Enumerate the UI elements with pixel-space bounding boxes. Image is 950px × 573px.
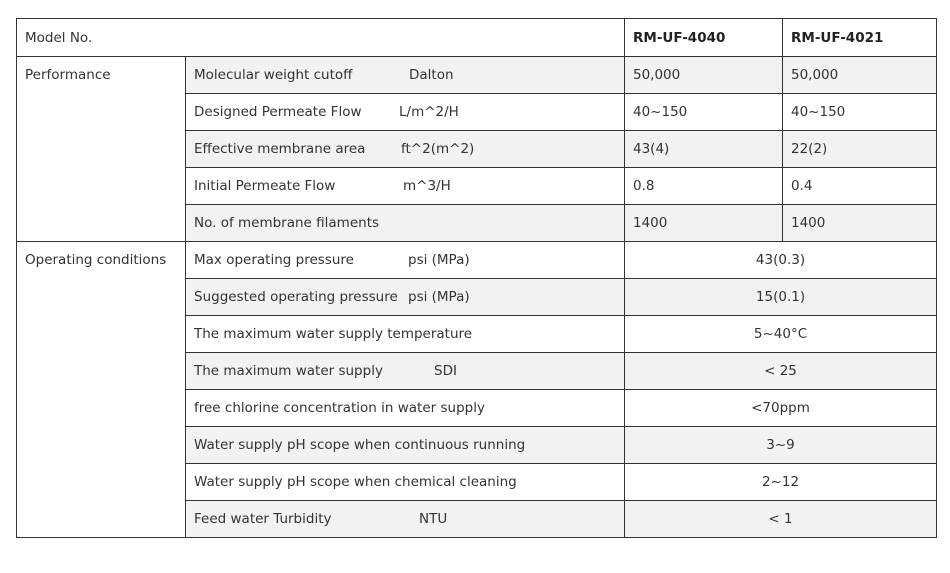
- param-name: The maximum water supply temperature: [194, 326, 473, 342]
- param-name: No. of membrane filaments: [194, 215, 380, 231]
- value-cell: 50,000: [625, 57, 783, 94]
- value-cell: 40~150: [625, 94, 783, 131]
- table-row: [17, 57, 937, 94]
- param-name: Water supply pH scope when chemical cleaning: [194, 474, 517, 490]
- param-cell: [186, 464, 625, 501]
- value-cell: 0.4: [783, 168, 937, 205]
- param-name: Initial Permeate Flow: [194, 178, 336, 194]
- param-name: Designed Permeate Flow: [194, 104, 362, 120]
- value-cell: 1400: [783, 205, 937, 242]
- table-row: [17, 242, 937, 279]
- param-cell: [186, 353, 625, 390]
- value-cell: 1400: [625, 205, 783, 242]
- spec-table: [16, 18, 937, 538]
- value-cell: < 25: [625, 353, 937, 390]
- param-cell: [186, 242, 625, 279]
- param-unit: SDI: [434, 363, 457, 379]
- value-cell: 5~40°C: [625, 316, 937, 353]
- param-unit: NTU: [419, 511, 448, 527]
- header-row: [17, 19, 937, 57]
- param-unit: L/m^2/H: [399, 104, 459, 120]
- model-no-label: Model No.: [17, 19, 625, 57]
- param-unit: Dalton: [409, 67, 454, 83]
- param-unit: psi (MPa): [408, 289, 470, 305]
- param-name: Effective membrane area: [194, 141, 366, 157]
- param-cell: [186, 57, 625, 94]
- param-name: Molecular weight cutoff: [194, 67, 353, 83]
- param-cell: [186, 168, 625, 205]
- param-unit: psi (MPa): [408, 252, 470, 268]
- value-cell: 50,000: [783, 57, 937, 94]
- value-cell: 22(2): [783, 131, 937, 168]
- value-cell: 3~9: [625, 427, 937, 464]
- param-unit: ft^2(m^2): [401, 141, 475, 157]
- value-cell: 15(0.1): [625, 279, 937, 316]
- model-col-1: RM-UF-4040: [625, 19, 783, 57]
- param-name: The maximum water supply: [194, 363, 383, 379]
- value-cell: 2~12: [625, 464, 937, 501]
- param-cell: [186, 316, 625, 353]
- param-name: free chlorine concentration in water supply: [194, 400, 485, 416]
- param-name: Water supply pH scope when continuous running: [194, 437, 526, 453]
- value-cell: <70ppm: [625, 390, 937, 427]
- param-cell: [186, 501, 625, 538]
- param-name: Feed water Turbidity: [194, 511, 332, 527]
- value-cell: 0.8: [625, 168, 783, 205]
- param-unit: m^3/H: [403, 178, 451, 194]
- group-operating: Operating conditions: [17, 242, 186, 538]
- param-cell: [186, 131, 625, 168]
- param-cell: [186, 94, 625, 131]
- value-cell: 43(4): [625, 131, 783, 168]
- param-name: Suggested operating pressure: [194, 289, 398, 305]
- param-name: Max operating pressure: [194, 252, 354, 268]
- model-col-2: RM-UF-4021: [783, 19, 937, 57]
- param-cell: [186, 390, 625, 427]
- value-cell: < 1: [625, 501, 937, 538]
- param-cell: [186, 427, 625, 464]
- group-performance: Performance: [17, 57, 186, 242]
- value-cell: 43(0.3): [625, 242, 937, 279]
- param-cell: [186, 279, 625, 316]
- value-cell: 40~150: [783, 94, 937, 131]
- param-cell: [186, 205, 625, 242]
